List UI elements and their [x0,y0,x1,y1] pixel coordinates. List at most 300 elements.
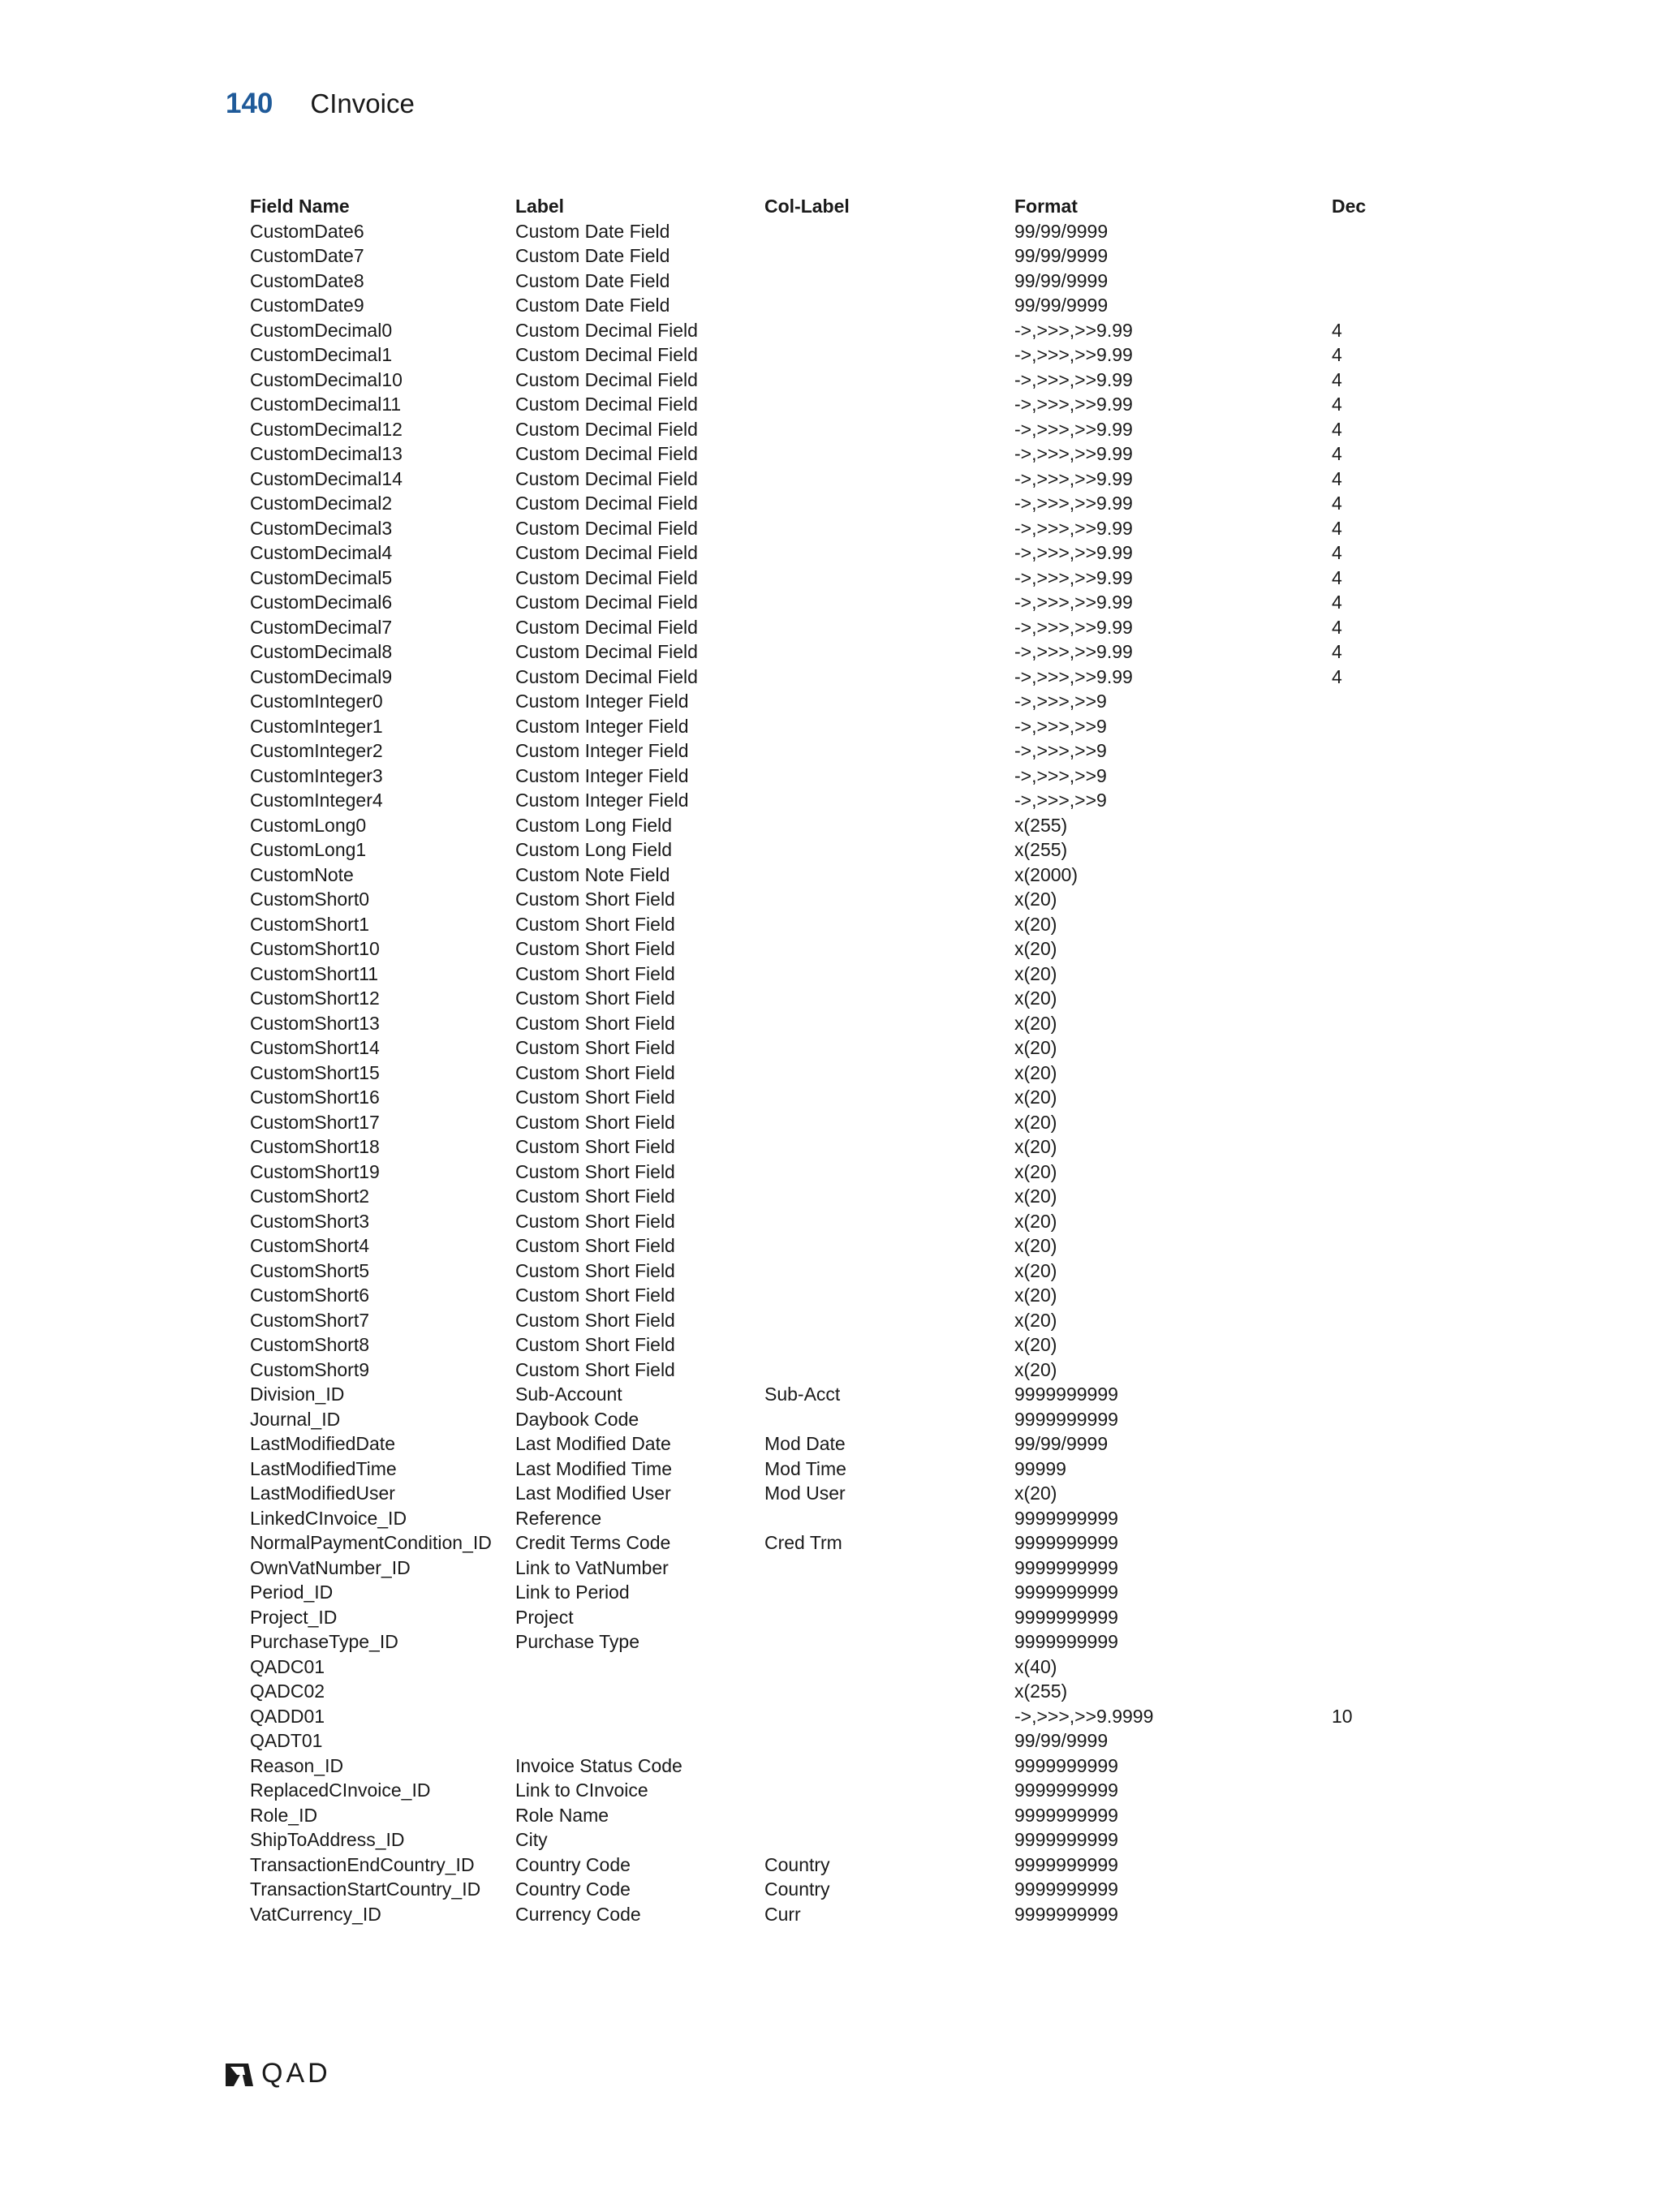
cell-dec [1332,689,1427,714]
cell-field-name: TransactionStartCountry_ID [250,1878,481,1900]
table-row [250,1431,1427,1457]
cell-format: x(20) [1014,1061,1057,1083]
table-row [250,813,1427,838]
cell-dec: 4 [1332,418,1342,440]
cell-col-label [764,1580,1014,1605]
cell-col-label [764,441,1014,467]
table-row [250,1827,1427,1853]
cell-label: Custom Short Field [515,938,675,959]
cell-dec [1332,936,1427,962]
cell-dec [1332,1605,1427,1630]
cell-field-name: CustomShort1 [250,913,370,935]
cell-field-name: CustomDecimal3 [250,517,393,539]
table-row [250,1382,1427,1407]
cell-format: 9999999999 [1014,1582,1118,1603]
table-row [250,788,1427,813]
cell-format: ->,>>>,>>9 [1014,764,1107,786]
cell-col-label [764,1629,1014,1655]
cell-format: 9999999999 [1014,1779,1118,1801]
cell-field-name: QADD01 [250,1705,325,1727]
cell-label: Custom Short Field [515,1259,675,1281]
cell-field-name: QADC02 [250,1681,325,1702]
table-header-row [250,194,1427,219]
cell-label: Country Code [515,1853,631,1875]
cell-format: x(20) [1014,1483,1057,1504]
cell-format: 9999999999 [1014,1878,1118,1900]
cell-format: x(20) [1014,1334,1057,1355]
cell-label: Custom Integer Field [515,764,689,786]
cell-label: Custom Decimal Field [515,443,698,464]
cell-format: ->,>>>,>>9.99 [1014,443,1133,464]
cell-dec: 4 [1332,493,1342,514]
cell-field-name: CustomDate6 [250,220,364,242]
table-row [250,1853,1427,1878]
table-row [250,1209,1427,1234]
cell-format: 9999999999 [1014,1631,1118,1652]
cell-field-name: CustomLong1 [250,839,367,860]
cell-label: Custom Short Field [515,1037,675,1058]
table-row [250,293,1427,318]
cell-col-label [764,1803,1014,1828]
cell-field-name: VatCurrency_ID [250,1903,381,1925]
cell-format: ->,>>>,>>9.99 [1014,467,1133,489]
cell-format: 99/99/9999 [1014,245,1109,266]
table-row [250,1407,1427,1432]
field-table [250,194,1427,1926]
cell-field-name: CustomShort11 [250,962,379,984]
cell-dec [1332,1530,1427,1556]
cell-col-label [764,738,1014,764]
table-row [250,1184,1427,1209]
cell-dec: 4 [1332,517,1342,539]
cell-col-label [764,1160,1014,1185]
footer-logo [224,2058,331,2089]
cell-format: 99/99/9999 [1014,269,1109,291]
cell-dec [1332,1332,1427,1358]
cell-label: Custom Short Field [515,1309,675,1331]
cell-dec [1332,1754,1427,1779]
table-row [250,1556,1427,1581]
cell-format: x(20) [1014,1160,1057,1182]
cell-field-name: CustomDecimal0 [250,319,393,341]
cell-field-name: LinkedCInvoice_ID [250,1507,407,1529]
table-row [250,1506,1427,1531]
cell-col-label [764,837,1014,863]
table-row [250,1085,1427,1110]
cell-label: Custom Short Field [515,1235,675,1256]
cell-col-label [764,912,1014,937]
cell-label: Custom Short Field [515,1087,675,1108]
cell-dec [1332,1061,1427,1086]
cell-label: Custom Integer Field [515,691,689,712]
cell-label: Custom Short Field [515,1285,675,1306]
cell-format: ->,>>>,>>9.99 [1014,394,1133,415]
cell-label: Project [515,1606,574,1628]
cell-label: Custom Decimal Field [515,665,698,687]
cell-format: 99999 [1014,1457,1066,1479]
cell-col-label [764,813,1014,838]
table-row [250,1457,1427,1482]
cell-format: 9999999999 [1014,1903,1118,1925]
table-row [250,269,1427,294]
cell-col-label [764,368,1014,393]
cell-field-name: CustomShort16 [250,1087,380,1108]
cell-label: Custom Short Field [515,889,675,910]
cell-field-name: Division_ID [250,1384,345,1405]
cell-col-label [764,342,1014,368]
cell-label: Currency Code [515,1903,641,1925]
cell-dec [1332,1382,1427,1407]
column-header-dec: Dec [1332,196,1367,217]
cell-format: x(255) [1014,1681,1068,1702]
cell-format: x(20) [1014,1210,1057,1232]
cell-field-name: CustomInteger0 [250,691,383,712]
cell-col-label [764,689,1014,714]
cell-col-label [764,590,1014,615]
table-row [250,1902,1427,1927]
table-row [250,714,1427,739]
cell-col-label [764,516,1014,541]
cell-dec: 4 [1332,394,1342,415]
cell-format: x(20) [1014,889,1057,910]
cell-col-label [764,863,1014,888]
table-row [250,467,1427,492]
table-row [250,936,1427,962]
cell-format: x(20) [1014,962,1057,984]
cell-format: ->,>>>,>>9.99 [1014,319,1133,341]
cell-col-label: Sub-Acct [764,1384,841,1405]
cell-col-label [764,1827,1014,1853]
cell-format: ->,>>>,>>9.99 [1014,641,1133,662]
cell-col-label [764,540,1014,566]
cell-dec: 4 [1332,665,1342,687]
cell-dec [1332,269,1427,294]
cell-field-name: CustomShort15 [250,1061,380,1083]
table-row [250,1530,1427,1556]
cell-col-label [764,1506,1014,1531]
cell-label: Custom Short Field [515,962,675,984]
cell-field-name: Period_ID [250,1582,334,1603]
cell-col-label [764,392,1014,417]
cell-label: Custom Integer Field [515,740,689,761]
cell-format: x(20) [1014,1309,1057,1331]
cell-field-name: CustomShort3 [250,1210,370,1232]
cell-col-label: Country [764,1878,830,1900]
table-row [250,318,1427,343]
cell-label: Custom Date Field [515,269,670,291]
cell-label: Invoice Status Code [515,1754,682,1776]
cell-field-name: CustomInteger4 [250,790,383,811]
table-row [250,665,1427,690]
cell-field-name: CustomShort9 [250,1358,370,1380]
cell-label: Custom Short Field [515,913,675,935]
cell-label: Custom Date Field [515,245,670,266]
column-header-format: Format [1014,196,1078,217]
cell-label: Custom Date Field [515,295,670,316]
cell-label: Reference [515,1507,602,1529]
cell-label: Custom Decimal Field [515,319,698,341]
cell-format: x(255) [1014,814,1068,836]
cell-dec [1332,1184,1427,1209]
table-row [250,1011,1427,1036]
cell-field-name: CustomShort17 [250,1111,380,1133]
cell-col-label [764,1259,1014,1284]
cell-col-label [764,1085,1014,1110]
cell-field-name: CustomLong0 [250,814,367,836]
cell-dec [1332,863,1427,888]
table-row [250,1332,1427,1358]
cell-label: Custom Decimal Field [515,616,698,638]
cell-field-name: OwnVatNumber_ID [250,1556,411,1578]
cell-format: x(20) [1014,1012,1057,1034]
cell-dec [1332,1902,1427,1927]
cell-label: Purchase Type [515,1631,640,1652]
cell-dec [1332,1134,1427,1160]
cell-label: Last Modified User [515,1483,671,1504]
cell-label: Custom Short Field [515,1012,675,1034]
table-row [250,863,1427,888]
cell-format: x(20) [1014,1037,1057,1058]
table-row [250,1728,1427,1754]
cell-label: Custom Decimal Field [515,542,698,563]
table-row [250,1679,1427,1704]
cell-format: 99/99/9999 [1014,295,1109,316]
table-row [250,566,1427,591]
cell-format: 9999999999 [1014,1556,1118,1578]
cell-col-label [764,639,1014,665]
cell-field-name: CustomShort12 [250,988,380,1009]
cell-dec [1332,1407,1427,1432]
cell-format: x(2000) [1014,863,1078,885]
cell-dec [1332,1283,1427,1308]
cell-dec [1332,1506,1427,1531]
cell-format: 9999999999 [1014,1853,1118,1875]
cell-dec [1332,738,1427,764]
cell-label: Custom Decimal Field [515,592,698,613]
cell-field-name: CustomShort10 [250,938,380,959]
cell-label: Custom Decimal Field [515,418,698,440]
table-row [250,368,1427,393]
cell-label: Custom Short Field [515,1111,675,1133]
cell-dec [1332,1629,1427,1655]
table-row [250,219,1427,244]
cell-dec [1332,1085,1427,1110]
cell-label: Role Name [515,1804,609,1826]
cell-field-name: CustomDecimal4 [250,542,393,563]
table-row [250,392,1427,417]
cell-label: Custom Decimal Field [515,394,698,415]
table-row [250,837,1427,863]
cell-format: x(40) [1014,1655,1057,1677]
table-row [250,639,1427,665]
cell-field-name: CustomInteger3 [250,764,383,786]
cell-col-label [764,665,1014,690]
table-row [250,1803,1427,1828]
cell-field-name: CustomShort5 [250,1259,370,1281]
cell-field-name: Journal_ID [250,1408,341,1430]
table-row [250,887,1427,912]
table-row [250,1704,1427,1729]
cell-col-label [764,1358,1014,1383]
cell-col-label [764,1728,1014,1754]
cell-label [515,1655,764,1680]
cell-dec [1332,1160,1427,1185]
cell-format: ->,>>>,>>9 [1014,740,1107,761]
cell-dec [1332,764,1427,789]
table-row [250,516,1427,541]
cell-dec [1332,1209,1427,1234]
cell-col-label [764,1061,1014,1086]
cell-col-label [764,1655,1014,1680]
cell-dec [1332,1778,1427,1803]
cell-col-label: Country [764,1853,830,1875]
cell-label: Custom Long Field [515,814,673,836]
cell-col-label: Cred Trm [764,1532,842,1553]
cell-dec: 4 [1332,542,1342,563]
cell-label [515,1704,764,1729]
cell-format: 99/99/9999 [1014,1433,1109,1454]
cell-col-label [764,962,1014,987]
cell-field-name: Reason_ID [250,1754,344,1776]
cell-label: Custom Long Field [515,839,673,860]
cell-format: ->,>>>,>>9.99 [1014,493,1133,514]
cell-format: x(20) [1014,913,1057,935]
cell-col-label [764,986,1014,1011]
cell-format: 99/99/9999 [1014,1730,1109,1751]
cell-col-label [764,714,1014,739]
cell-field-name: TransactionEndCountry_ID [250,1853,475,1875]
cell-dec [1332,962,1427,987]
cell-format: x(20) [1014,1111,1057,1133]
cell-col-label [764,1407,1014,1432]
cell-col-label [764,1184,1014,1209]
table-row [250,1754,1427,1779]
cell-dec [1332,293,1427,318]
cell-format: x(20) [1014,1136,1057,1157]
logo-text: QAD [261,2058,331,2089]
table-row [250,1580,1427,1605]
cell-field-name: CustomDecimal1 [250,344,393,365]
table-row [250,1134,1427,1160]
cell-field-name: CustomShort7 [250,1309,370,1331]
cell-format: ->,>>>,>>9.99 [1014,542,1133,563]
cell-format: ->,>>>,>>9.99 [1014,616,1133,638]
cell-dec: 4 [1332,368,1342,390]
cell-dec [1332,1233,1427,1259]
cell-col-label [764,936,1014,962]
table-row [250,764,1427,789]
table-row [250,1233,1427,1259]
cell-field-name: CustomShort8 [250,1334,370,1355]
cell-label: Custom Short Field [515,1334,675,1355]
cell-col-label [764,491,1014,516]
cell-dec: 4 [1332,344,1342,365]
cell-field-name: CustomShort14 [250,1037,380,1058]
cell-dec [1332,1481,1427,1506]
cell-field-name: CustomDecimal8 [250,641,393,662]
table-row [250,1358,1427,1383]
table-row [250,689,1427,714]
cell-dec [1332,219,1427,244]
cell-label: Custom Decimal Field [515,641,698,662]
cell-field-name: CustomDecimal14 [250,467,403,489]
cell-field-name: CustomDecimal9 [250,665,393,687]
cell-field-name: ReplacedCInvoice_ID [250,1779,431,1801]
table-row [250,615,1427,640]
cell-field-name: CustomInteger2 [250,740,383,761]
cell-col-label [764,1283,1014,1308]
cell-format: x(20) [1014,1358,1057,1380]
cell-format: ->,>>>,>>9.99 [1014,517,1133,539]
cell-format: ->,>>>,>>9.99 [1014,592,1133,613]
cell-col-label: Mod Date [764,1433,846,1454]
cell-field-name: CustomDate9 [250,295,364,316]
cell-dec: 10 [1332,1705,1353,1727]
column-header-col-label: Col-Label [764,196,850,217]
cell-label: Custom Decimal Field [515,493,698,514]
cell-dec: 4 [1332,616,1342,638]
cell-format: x(20) [1014,1235,1057,1256]
cell-format: ->,>>>,>>9 [1014,790,1107,811]
cell-format: ->,>>>,>>9.9999 [1014,1705,1154,1727]
cell-col-label [764,1556,1014,1581]
table-row [250,986,1427,1011]
table-row [250,1160,1427,1185]
cell-dec [1332,1431,1427,1457]
cell-field-name: ShipToAddress_ID [250,1829,405,1850]
table-row [250,417,1427,442]
cell-label: Custom Short Field [515,1210,675,1232]
cell-field-name: CustomDecimal7 [250,616,393,638]
cell-dec: 4 [1332,467,1342,489]
table-row [250,962,1427,987]
table-row [250,1259,1427,1284]
cell-field-name: CustomNote [250,863,354,885]
cell-field-name: CustomShort18 [250,1136,380,1157]
cell-col-label [764,1332,1014,1358]
cell-field-name: NormalPaymentCondition_ID [250,1532,492,1553]
cell-dec [1332,1110,1427,1135]
cell-dec [1332,813,1427,838]
table-row [250,1035,1427,1061]
cell-col-label [764,764,1014,789]
cell-field-name: CustomDecimal13 [250,443,403,464]
cell-label: Daybook Code [515,1408,639,1430]
table-row [250,441,1427,467]
cell-label: Custom Short Field [515,1160,675,1182]
cell-col-label [764,1134,1014,1160]
table-row [250,1061,1427,1086]
cell-col-label [764,788,1014,813]
cell-label: Last Modified Time [515,1457,673,1479]
cell-label: Last Modified Date [515,1433,671,1454]
cell-col-label [764,243,1014,269]
cell-format: ->,>>>,>>9 [1014,691,1107,712]
cell-format: ->,>>>,>>9.99 [1014,368,1133,390]
table-row [250,1655,1427,1680]
cell-label: Custom Decimal Field [515,566,698,588]
cell-field-name: CustomDecimal11 [250,394,402,415]
table-body [250,219,1427,1927]
cell-field-name: LastModifiedDate [250,1433,395,1454]
cell-format: 9999999999 [1014,1804,1118,1826]
table-row [250,1877,1427,1902]
cell-col-label: Mod User [764,1483,846,1504]
cell-label: Custom Decimal Field [515,467,698,489]
cell-field-name: CustomDecimal12 [250,418,403,440]
cell-format: 9999999999 [1014,1532,1118,1553]
cell-label: Custom Short Field [515,1136,675,1157]
